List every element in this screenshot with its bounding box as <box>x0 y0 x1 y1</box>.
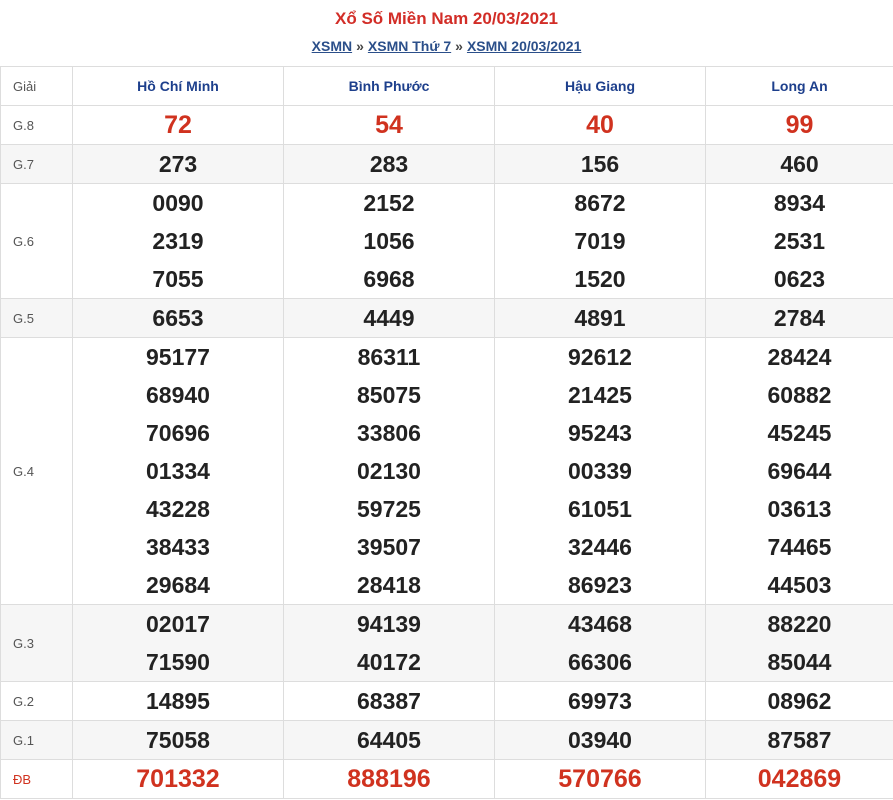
prize-number: 69644 <box>767 458 832 484</box>
prize-number: 03940 <box>568 727 632 753</box>
prize-number: 4891 <box>574 305 626 331</box>
prize-number: 38433 <box>146 534 210 560</box>
breadcrumb <box>0 37 893 55</box>
prize-cell <box>73 682 284 721</box>
prize-number: 00339 <box>568 458 632 484</box>
province-header: Long An <box>706 67 893 106</box>
breadcrumb-link-xsmn-thu-7[interactable]: XSMN Thứ 7 <box>367 38 452 54</box>
prize-cell <box>706 682 893 721</box>
table-row <box>1 682 893 721</box>
page-title: Xổ Số Miền Nam 20/03/2021 <box>335 9 558 28</box>
prize-number: 6968 <box>363 266 415 292</box>
results-table <box>0 66 893 799</box>
prize-cell <box>706 184 893 299</box>
prize-label: G.6 <box>1 184 73 299</box>
prize-number: 33806 <box>357 420 421 446</box>
table-row <box>1 184 893 299</box>
prize-label: G.5 <box>1 299 73 338</box>
province-header: Hồ Chí Minh <box>73 67 284 106</box>
prize-number: 21425 <box>568 382 632 408</box>
prize-cell <box>73 145 284 184</box>
prize-cell <box>284 682 495 721</box>
prize-number: 2784 <box>773 305 826 331</box>
prize-number: 86311 <box>357 344 421 370</box>
prize-number: 7019 <box>574 228 626 254</box>
prize-cell <box>495 299 706 338</box>
prize-number: 4449 <box>363 305 415 331</box>
prize-number: 61051 <box>568 496 632 522</box>
prize-number: 14895 <box>146 688 210 714</box>
table-row <box>1 760 893 799</box>
prize-cell <box>284 338 495 605</box>
table-row <box>1 299 893 338</box>
prize-cell <box>284 145 495 184</box>
prize-cell <box>706 721 893 760</box>
prize-label: G.4 <box>1 338 73 605</box>
table-header-row <box>1 67 893 106</box>
prize-number: 43468 <box>568 611 632 637</box>
prize-number: 86923 <box>568 572 632 598</box>
prize-cell <box>73 721 284 760</box>
page-header <box>0 0 893 66</box>
prize-cell <box>73 605 284 682</box>
prize-number: 95177 <box>146 344 210 370</box>
prize-number: 45245 <box>767 420 832 446</box>
prize-label: ĐB <box>1 760 73 799</box>
prize-number: 75058 <box>146 727 210 753</box>
prize-number: 85075 <box>357 382 421 408</box>
prize-number: 0623 <box>773 266 826 292</box>
breadcrumb-link-xsmn[interactable]: XSMN <box>311 38 353 54</box>
province-header: Hậu Giang <box>495 67 706 106</box>
prize-cell <box>284 184 495 299</box>
province-header: Bình Phước <box>284 67 495 106</box>
breadcrumb-link-xsmn-date[interactable]: XSMN 20/03/2021 <box>466 38 582 54</box>
prize-number: 32446 <box>568 534 632 560</box>
prize-number: 7055 <box>152 266 204 292</box>
prize-number: 87587 <box>767 727 832 753</box>
prize-number: 2531 <box>773 228 826 254</box>
prize-number: 85044 <box>767 649 832 675</box>
prize-number: 8672 <box>574 190 626 216</box>
prize-column-header: Giải <box>1 67 73 106</box>
prize-number: 28418 <box>357 572 421 598</box>
table-row <box>1 145 893 184</box>
prize-cell <box>495 605 706 682</box>
prize-number: 03613 <box>767 496 832 522</box>
prize-number: 40172 <box>357 649 421 675</box>
prize-number: 29684 <box>146 572 210 598</box>
prize-number: 88220 <box>767 611 832 637</box>
prize-rows <box>1 106 893 799</box>
breadcrumb-separator: » <box>455 38 463 54</box>
prize-label: G.8 <box>1 106 73 145</box>
prize-cell <box>284 106 495 145</box>
prize-label: G.2 <box>1 682 73 721</box>
prize-number: 08962 <box>767 688 832 714</box>
prize-cell <box>284 605 495 682</box>
prize-cell <box>284 721 495 760</box>
prize-cell <box>706 106 893 145</box>
prize-cell <box>706 760 893 799</box>
prize-number: 44503 <box>767 572 832 598</box>
prize-number: 01334 <box>146 458 210 484</box>
prize-cell <box>495 338 706 605</box>
prize-cell <box>706 299 893 338</box>
prize-number: 460 <box>780 151 819 177</box>
prize-number: 64405 <box>357 727 421 753</box>
prize-number: 28424 <box>767 344 832 370</box>
prize-number: 74465 <box>767 534 832 560</box>
prize-number: 70696 <box>146 420 210 446</box>
breadcrumb-separator: » <box>356 38 364 54</box>
prize-number: 0090 <box>152 190 204 216</box>
prize-cell <box>284 299 495 338</box>
prize-cell <box>284 760 495 799</box>
prize-label: G.1 <box>1 721 73 760</box>
table-row <box>1 605 893 682</box>
prize-number: 43228 <box>146 496 210 522</box>
prize-number: 02130 <box>357 458 421 484</box>
prize-number: 60882 <box>767 382 832 408</box>
prize-number: 71590 <box>146 649 210 675</box>
prize-number: 40 <box>586 111 614 139</box>
prize-label: G.7 <box>1 145 73 184</box>
prize-number: 59725 <box>357 496 421 522</box>
table-row <box>1 721 893 760</box>
prize-cell <box>73 338 284 605</box>
prize-number: 39507 <box>357 534 421 560</box>
prize-cell <box>495 184 706 299</box>
prize-number: 1520 <box>574 266 626 292</box>
prize-number: 68940 <box>146 382 210 408</box>
prize-cell <box>495 682 706 721</box>
prize-label: G.3 <box>1 605 73 682</box>
prize-number: 66306 <box>568 649 632 675</box>
prize-number: 2152 <box>363 190 415 216</box>
prize-cell <box>73 299 284 338</box>
prize-cell <box>706 145 893 184</box>
prize-number: 283 <box>369 151 409 177</box>
prize-cell <box>495 721 706 760</box>
prize-number: 94139 <box>357 611 421 637</box>
table-row <box>1 106 893 145</box>
prize-number: 8934 <box>773 190 826 216</box>
prize-number: 570766 <box>558 765 642 793</box>
prize-cell <box>73 184 284 299</box>
prize-number: 92612 <box>568 344 632 370</box>
table-row <box>1 338 893 605</box>
prize-number: 02017 <box>146 611 210 637</box>
prize-number: 2319 <box>152 228 204 254</box>
prize-number: 888196 <box>347 765 431 793</box>
prize-number: 68387 <box>357 688 421 714</box>
prize-cell <box>73 106 284 145</box>
prize-number: 701332 <box>136 765 220 793</box>
prize-number: 273 <box>158 151 198 177</box>
prize-number: 99 <box>785 111 814 139</box>
prize-number: 72 <box>164 111 192 139</box>
prize-number: 69973 <box>568 688 632 714</box>
prize-number: 1056 <box>363 228 415 254</box>
prize-number: 95243 <box>568 420 632 446</box>
prize-number: 54 <box>375 111 403 139</box>
prize-number: 6653 <box>152 305 204 331</box>
prize-cell <box>495 760 706 799</box>
prize-number: 042869 <box>757 765 842 793</box>
prize-number: 156 <box>580 151 620 177</box>
prize-cell <box>706 338 893 605</box>
prize-cell <box>495 106 706 145</box>
prize-cell <box>706 605 893 682</box>
prize-cell <box>495 145 706 184</box>
prize-cell <box>73 760 284 799</box>
